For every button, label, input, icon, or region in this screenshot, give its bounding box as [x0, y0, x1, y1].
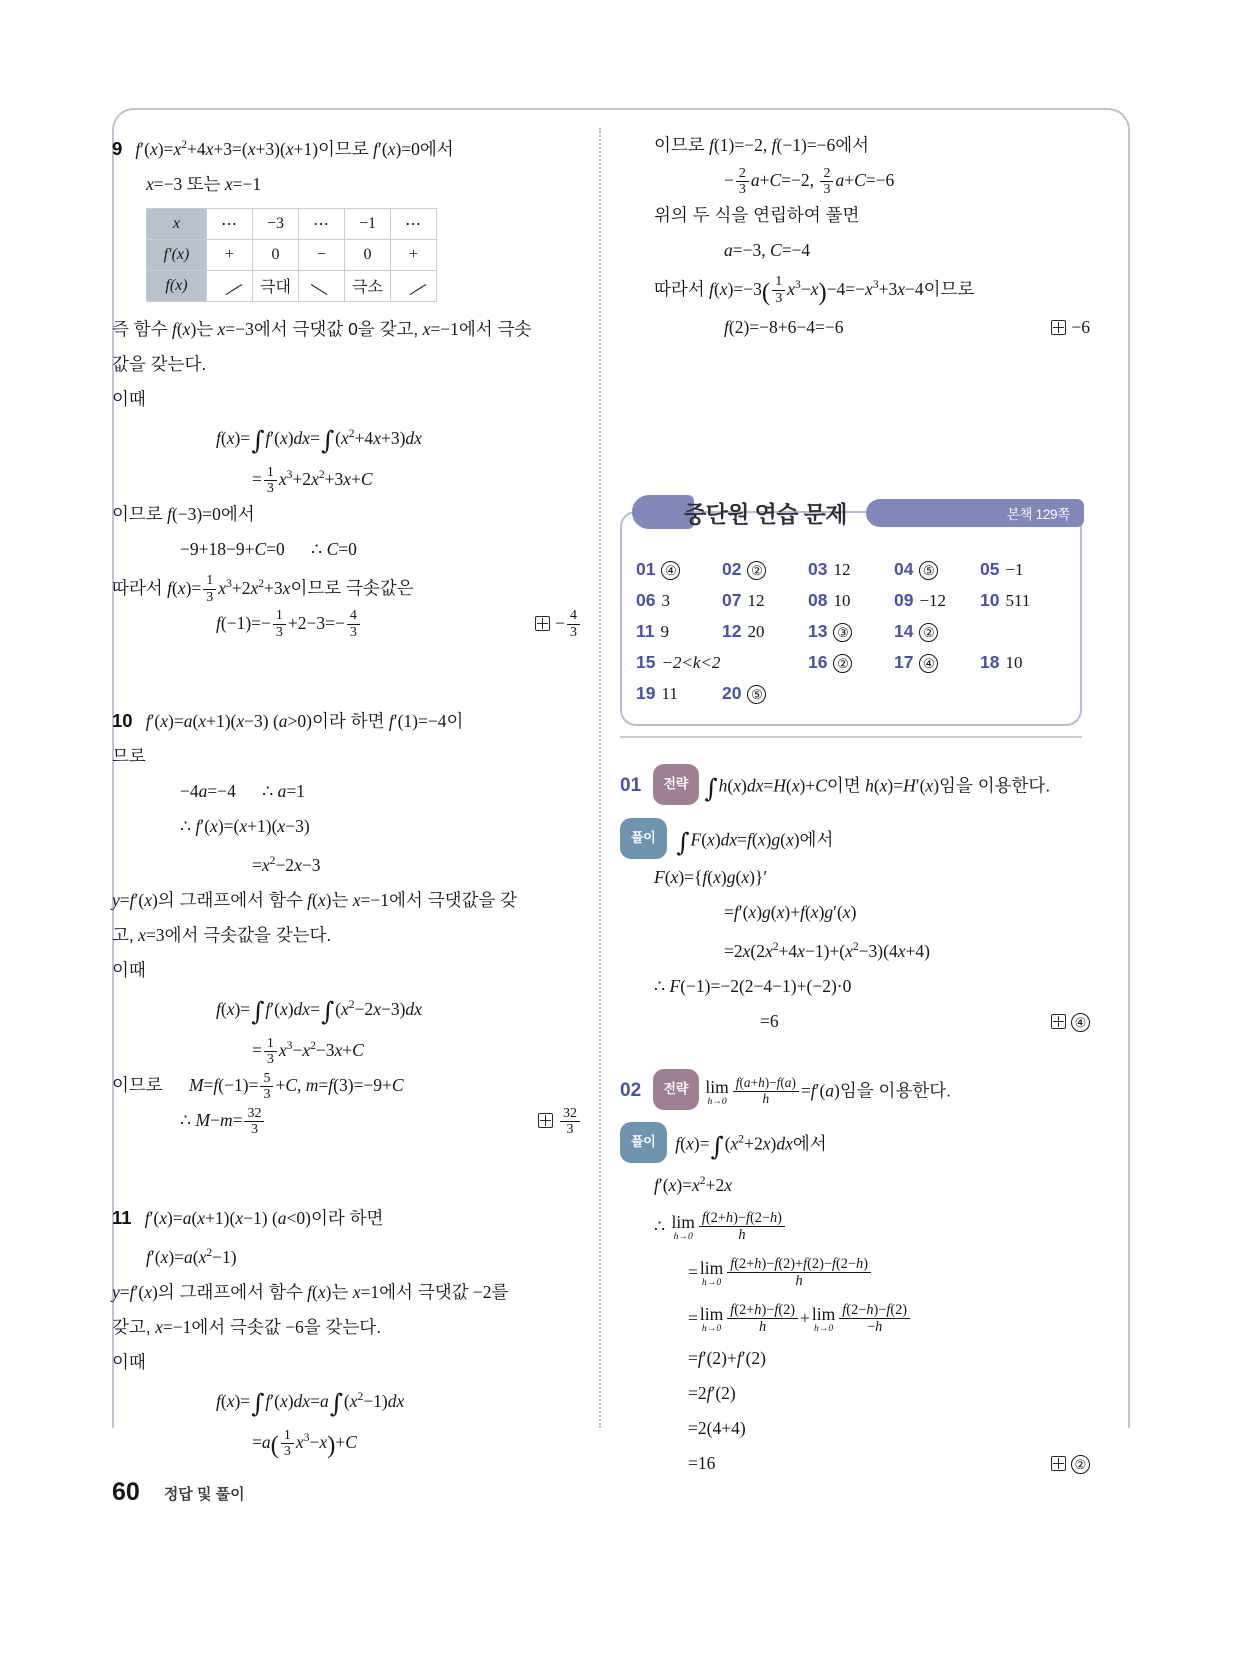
answer-item-12: 12 20 — [722, 620, 765, 641]
problem-9-line-7: 따라서 f(x)= $\frac{1}{3}$ $x^3+2x^2+3x$이므로 극솟값은 — [112, 573, 414, 606]
strategy-badge: 전략 — [653, 764, 700, 805]
solution-01-eq-3: $=2x(2x^2+4x-1)+(x^2-3)(4x+4)$ — [724, 940, 930, 961]
table-row: f′(x) + 0 − 0 + — [147, 239, 437, 270]
dap-icon — [535, 616, 550, 631]
dap-icon — [1051, 1456, 1066, 1471]
problem-11-line-1: 11 f′(x)=a(x+1)(x−1) (a<0)이라 하면 — [112, 1206, 384, 1228]
answer-marker-10: $\frac{32}{3}$ — [538, 1103, 582, 1138]
circled-choice: ④ — [919, 654, 938, 673]
problem-11-line-4: 이때 — [112, 1351, 146, 1372]
problem-9-eq-1: $f(x)=\int f'(x)dx=\int(x^2+4x+3)dx$ — [216, 425, 422, 456]
solution-02-eq-6: =2f′(2) — [688, 1382, 736, 1403]
solution-block-10 — [112, 703, 582, 1138]
problem-9-line-3: 즉 함수 f(x)는 x=−3에서 극댓값 0을 갖고, x=−1에서 극솟 — [112, 318, 532, 339]
answer-item-11: 11 9 — [636, 620, 669, 641]
answer-item-13: 13 ③ — [808, 621, 894, 642]
problem-10-eq-5: = $\frac{1}{3}$ $x^3-x^2-3x+C$ — [252, 1035, 364, 1068]
right-column — [620, 128, 1090, 1481]
solution-block-11 — [112, 1200, 582, 1463]
increase-decrease-table — [146, 208, 437, 302]
answer-item-16: 16 ② — [808, 652, 894, 673]
problem-9-number: 9 — [112, 137, 123, 159]
answer-marker-01 — [1051, 1004, 1090, 1039]
table-header-x: x — [147, 208, 207, 239]
answer-box-title: 중단원 연습 문제 — [684, 500, 847, 527]
problem-10-eq-6: ∴ M−m= $\frac{32}{3}$ $\frac{32}{3}$ — [112, 1103, 582, 1138]
circled-choice: ⑤ — [747, 685, 766, 704]
solution-01-eq-1: F(x)={f(x)g(x)}′ — [654, 866, 768, 887]
solution-block-9 — [112, 128, 582, 641]
answer-item-03: 03 12 — [808, 558, 851, 579]
problem-11-line-2: y=f′(x)의 그래프에서 함수 f(x)는 x=1에서 극댓값 −2를 — [112, 1281, 509, 1302]
answer-item-20: 20 ⑤ — [722, 683, 808, 704]
answer-box-header — [618, 493, 1088, 533]
page-number: 60 — [112, 1478, 140, 1506]
answer-summary-box — [620, 500, 1082, 726]
arrow-up-icon — [403, 276, 425, 291]
page-footer — [112, 1478, 612, 1507]
solution-01-strategy-line: 01 전략 ∫h(x)dx=H(x)+C이면 h(x)=H′(x)임을 이용한다. — [620, 764, 1090, 806]
answer-item-09: 09 −12 — [894, 589, 947, 610]
circled-choice: ② — [747, 561, 766, 580]
solution-02-eq-2: ∴ lim h→0 $\frac{f(2+h)-f(2-h)}{h}$ — [620, 1203, 1090, 1249]
answer-item-07: 07 12 — [722, 589, 765, 610]
problem-9-line-4: 값을 갖는다. — [112, 353, 207, 374]
answer-item-14: 14 ② — [894, 621, 980, 642]
problem-10-line-2: 므로 — [112, 745, 146, 766]
problem-11c-line-1: 이므로 f(1)=−2, f(−1)=−6에서 — [654, 135, 870, 155]
answer-marker-9: − $\frac{4}{3}$ — [535, 606, 582, 641]
answer-item-02: 02 ② — [722, 559, 808, 580]
solution-02-strategy-line: 02 전략 lim h→0 $\frac{f(a+h)-f(a)}{h}$ =f′(a)임을 이용한다. — [620, 1069, 1090, 1110]
problem-11-number: 11 — [112, 1206, 132, 1228]
problem-11c-eq-1: − $\frac{2}{3}$ a+C=−2, $\frac{2}{3}$ a+C=−6 — [724, 165, 895, 198]
solution-02-eq-1: $f'(x)=x^2+2x$ — [654, 1174, 732, 1195]
footer-label: 정답 및 풀이 — [163, 1486, 245, 1503]
problem-11c-eq-2: a=−3, C=−4 — [724, 240, 811, 260]
detailed-solution-01 — [620, 764, 1090, 1039]
answer-item-06: 06 3 — [636, 589, 670, 610]
problem-9-line-1: 9 $f'(x)=x^2+4x+3=(x+3)(x+1)$이므로 f′(x)=0에서 — [112, 137, 454, 159]
answer-item-10: 10 511 — [980, 589, 1031, 610]
circled-choice: ④ — [661, 561, 680, 580]
problem-11-eq-3: =a( $\frac{1}{3}$ $x^3-x)+C$ — [252, 1427, 357, 1460]
problem-10-number: 10 — [112, 709, 133, 731]
solution-badge: 풀이 — [620, 1122, 667, 1163]
circled-choice: ④ — [1071, 1013, 1090, 1032]
answer-item-05: 05 −1 — [980, 558, 1024, 579]
left-column — [112, 128, 582, 1463]
circled-choice: ⑤ — [919, 561, 938, 580]
solution-02-line-1: 풀이 $f(x)=\int(x^2+2x)dx$에서 — [620, 1122, 1090, 1164]
circled-choice: ② — [833, 654, 852, 673]
header-tab-right-shape — [866, 499, 1084, 527]
solution-02-eq-5: =f′(2)+f′(2) — [688, 1347, 766, 1368]
solution-01-eq-4: ∴ F(−1)=−2(2−4−1)+(−2)·0 — [654, 975, 852, 996]
answer-item-01: 01 ④ — [636, 559, 722, 580]
table-row: x ⋯ −3 ⋯ −1 ⋯ — [147, 208, 437, 239]
textbook-reference: 본책 129쪽 — [1006, 506, 1070, 522]
dap-icon — [538, 1113, 553, 1128]
column-divider — [599, 128, 601, 1428]
strategy-badge: 전략 — [653, 1069, 700, 1110]
problem-11c-eq-3: f(2)=−8+6−4=−6 −6 — [620, 310, 1090, 345]
circled-choice: ② — [1071, 1455, 1090, 1474]
problem-10-line-1: 10 f′(x)=a(x+1)(x−3) (a>0)이라 하면 f′(1)=−4이 — [112, 709, 464, 731]
solution-01-eq-5: =6 ④ — [620, 1004, 1090, 1039]
solution-01-line-1: 풀이 ∫F(x)dx=f(x)g(x)에서 — [620, 818, 1090, 860]
problem-10-line-3: y=f′(x)의 그래프에서 함수 f(x)는 x=−1에서 극댓값을 갖 — [112, 889, 518, 910]
problem-10-eq-2: ∴ f′(x)=(x+1)(x−3) — [180, 815, 310, 836]
answer-item-04: 04 ⑤ — [894, 559, 980, 580]
problem-10-line-5: 이때 — [112, 959, 146, 980]
solution-02-eq-7: =2(4+4) — [688, 1417, 746, 1438]
answer-item-08: 08 10 — [808, 589, 851, 610]
answer-item-15: 15 −2<k<2 — [636, 651, 721, 672]
answer-marker-02 — [1051, 1446, 1090, 1481]
solution-01-eq-2: =f′(x)g(x)+f(x)g′(x) — [724, 901, 857, 922]
problem-9-eq-2: = $\frac{1}{3}$ $x^3+2x^2+3x+C$ — [252, 464, 373, 497]
problem-11-eq-1: $f'(x)=a(x^2-1)$ — [146, 1246, 237, 1267]
arrow-up-icon — [219, 276, 241, 291]
problem-10-eq-4: $f(x)=\int f'(x)dx=\int(x^2-2x-3)dx$ — [216, 996, 422, 1027]
table-row: f(x) 극대 극소 — [147, 270, 437, 301]
problem-11-line-3: 갖고, x=−1에서 극솟값 −6을 갖는다. — [112, 1316, 382, 1337]
table-header-f: f(x) — [147, 270, 207, 301]
circled-choice: ③ — [833, 623, 852, 642]
problem-11-eq-2: $f(x)=\int f'(x)dx=a\int(x^2-1)dx$ — [216, 1388, 405, 1419]
solution-02-eq-8: =16 ② — [620, 1446, 1090, 1481]
solution-02-number: 02 — [620, 1080, 642, 1102]
answer-grid — [622, 559, 1080, 704]
arrow-down-icon — [311, 276, 333, 291]
dap-icon — [1051, 320, 1066, 335]
answer-item-18: 18 10 — [980, 651, 1023, 672]
solution-block-11-continued — [620, 128, 1090, 345]
circled-choice: ② — [919, 623, 938, 642]
solution-badge: 풀이 — [620, 818, 667, 859]
solution-02-eq-4: = lim h→0 $\frac{f(2+h)-f(2)}{h}$ + lim h→0 $\frac{f(2-h)-f(2)}{-h}$ — [620, 1295, 1090, 1341]
table-header-fprime: f′(x) — [147, 239, 207, 270]
problem-9-eq-4: f(−1)=− $\frac{1}{3}$ +2−3=− $\frac{4}{3}$ − $\frac{4}{3}$ — [112, 606, 582, 641]
problem-9-line-5: 이때 — [112, 388, 146, 409]
answer-item-17: 17 ④ — [894, 652, 980, 673]
solution-01-number: 01 — [620, 775, 642, 797]
problem-10-eq-1: −4a=−4 ∴ a=1 — [180, 780, 306, 801]
dap-icon — [1051, 1014, 1066, 1029]
problem-10-line-6: 이므로 M=f(−1)= $\frac{5}{3}$ +C, m=f(3)=−9+C — [112, 1070, 404, 1103]
problem-9-line-2: x=−3 또는 x=−1 — [146, 173, 262, 194]
problem-9-line-6: 이므로 f(−3)=0에서 — [112, 504, 255, 525]
solution-02-eq-3: = lim h→0 $\frac{f(2+h)-f(2)+f(2)-f(2-h)}{h}$ — [620, 1249, 1090, 1295]
answer-item-spacer — [980, 621, 1066, 642]
problem-11c-line-2: 위의 두 식을 연립하여 풀면 — [654, 205, 860, 225]
page-content — [112, 128, 1130, 1473]
detailed-solution-02 — [620, 1069, 1090, 1481]
problem-9-eq-3: −9+18−9+C=0 ∴ C=0 — [180, 539, 357, 560]
problem-10-line-4: 고, x=3에서 극솟값을 갖는다. — [112, 924, 332, 945]
answer-item-19: 19 11 — [636, 682, 678, 703]
problem-10-eq-3: $=x^2-2x-3$ — [252, 854, 321, 875]
problem-11c-line-3: 따라서 f(x)=−3( $\frac{1}{3}$ $x^3-x)-4=-x^3+3x-4$이므로 — [654, 274, 975, 307]
answer-marker-11: −6 — [1051, 310, 1090, 345]
